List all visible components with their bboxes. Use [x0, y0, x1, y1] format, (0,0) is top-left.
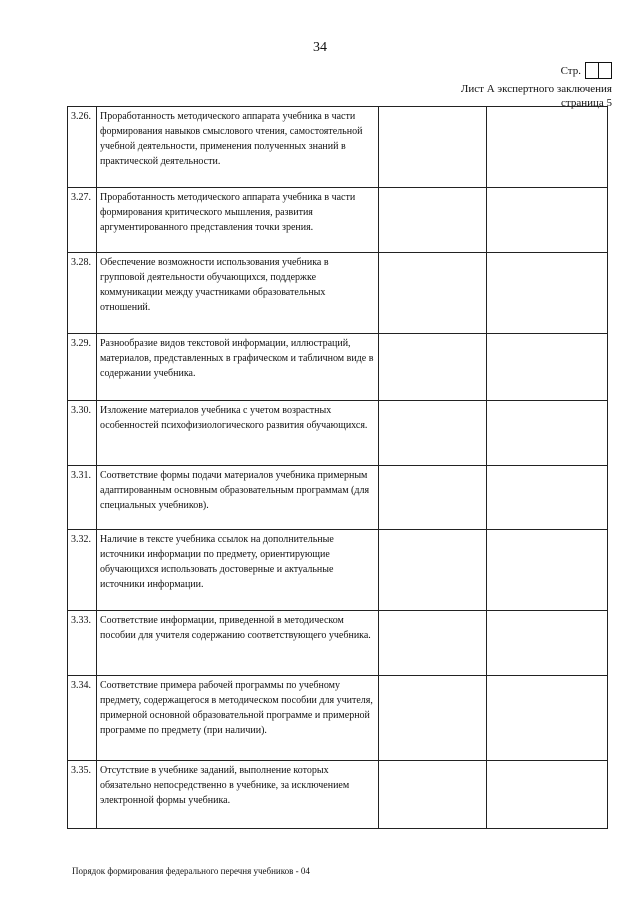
table-row [68, 611, 608, 676]
criteria-table [67, 106, 608, 829]
assessment-cell[interactable] [379, 676, 487, 761]
table-row [68, 466, 608, 530]
criterion-text: Отсутствие в учебнике заданий, выполнение которых обязательно непосредственно в учебнике, за исключением электронной формы учебника. [97, 761, 379, 829]
criterion-number: 3.30. [68, 401, 97, 466]
criterion-number: 3.26. [68, 107, 97, 188]
page-number: 34 [313, 40, 327, 55]
criterion-number: 3.33. [68, 611, 97, 676]
assessment-cell[interactable] [379, 401, 487, 466]
criterion-text: Разнообразие видов текстовой информации, иллюстраций, материалов, представленных в графическом и табличном виде в содержании учебника. [97, 334, 379, 401]
sheet-page: страница 5 [561, 97, 612, 109]
comment-cell[interactable] [487, 401, 608, 466]
page-number-box[interactable] [585, 62, 612, 79]
comment-cell[interactable] [487, 107, 608, 188]
assessment-cell[interactable] [379, 334, 487, 401]
criterion-number: 3.31. [68, 466, 97, 530]
criterion-number: 3.29. [68, 334, 97, 401]
comment-cell[interactable] [487, 530, 608, 611]
comment-cell[interactable] [487, 611, 608, 676]
comment-cell[interactable] [487, 466, 608, 530]
assessment-cell[interactable] [379, 761, 487, 829]
table-row [68, 188, 608, 253]
assessment-cell[interactable] [379, 611, 487, 676]
page-field [461, 62, 612, 79]
comment-cell[interactable] [487, 676, 608, 761]
table-row [68, 334, 608, 401]
criterion-number: 3.27. [68, 188, 97, 253]
comment-cell[interactable] [487, 253, 608, 334]
comment-cell[interactable] [487, 334, 608, 401]
criterion-text: Соответствие примера рабочей программы по учебному предмету, содержащегося в методическом пособии для учителя, примерной основной образовательной программе и примерной программе по предмету (при наличии). [97, 676, 379, 761]
page-footer: Порядок формирования федерального перечня учебников - 04 [72, 866, 310, 876]
criterion-text: Соответствие формы подачи материалов учебника примерным адаптированным основным образовательным программам (для специальных учебников). [97, 466, 379, 530]
comment-cell[interactable] [487, 188, 608, 253]
assessment-cell[interactable] [379, 107, 487, 188]
criterion-text: Наличие в тексте учебника ссылок на дополнительные источники информации по предмету, ориентирующие обучающихся использовать достоверные и актуальные источники информации. [97, 530, 379, 611]
criterion-number: 3.28. [68, 253, 97, 334]
criterion-text: Проработанность методического аппарата учебника в части формирования критического мышления, развития аргументированного представления точки зрения. [97, 188, 379, 253]
comment-cell[interactable] [487, 761, 608, 829]
assessment-cell[interactable] [379, 530, 487, 611]
assessment-cell[interactable] [379, 253, 487, 334]
table-row [68, 676, 608, 761]
criterion-text: Проработанность методического аппарата учебника в части формирования навыков смыслового чтения, самостоятельной учебной деятельности, применения полученных знаний в практической деятельности. [97, 107, 379, 188]
criterion-number: 3.34. [68, 676, 97, 761]
page-label: Стр. [560, 64, 581, 77]
sheet-title: Лист А экспертного заключения [460, 83, 612, 95]
assessment-cell[interactable] [379, 466, 487, 530]
assessment-cell[interactable] [379, 188, 487, 253]
sheet-header [461, 62, 612, 110]
criterion-text: Соответствие информации, приведенной в методическом пособии для учителя содержанию соответствующего учебника. [97, 611, 379, 676]
criterion-number: 3.35. [68, 761, 97, 829]
table-row [68, 761, 608, 829]
criterion-text: Изложение материалов учебника с учетом возрастных особенностей психофизиологического развития обучающихся. [97, 401, 379, 466]
table-row [68, 253, 608, 334]
criterion-text: Обеспечение возможности использования учебника в групповой деятельности обучающихся, поддержке коммуникации между участниками образовательных отношений. [97, 253, 379, 334]
table-row [68, 107, 608, 188]
criterion-number: 3.32. [68, 530, 97, 611]
table-row [68, 530, 608, 611]
table-row [68, 401, 608, 466]
